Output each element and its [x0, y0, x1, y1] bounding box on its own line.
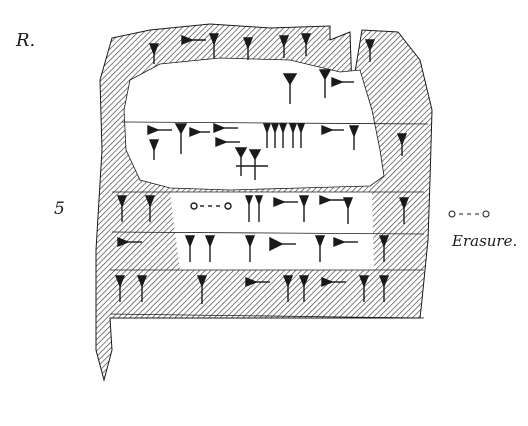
reverse-side-label: R. [16, 30, 36, 51]
erasure-marker [449, 211, 489, 217]
line-number-label: 5 [54, 199, 65, 219]
clear-text-band [170, 192, 374, 270]
broken-surface-area [124, 58, 384, 190]
erasure-note: Erasure. [452, 232, 518, 250]
